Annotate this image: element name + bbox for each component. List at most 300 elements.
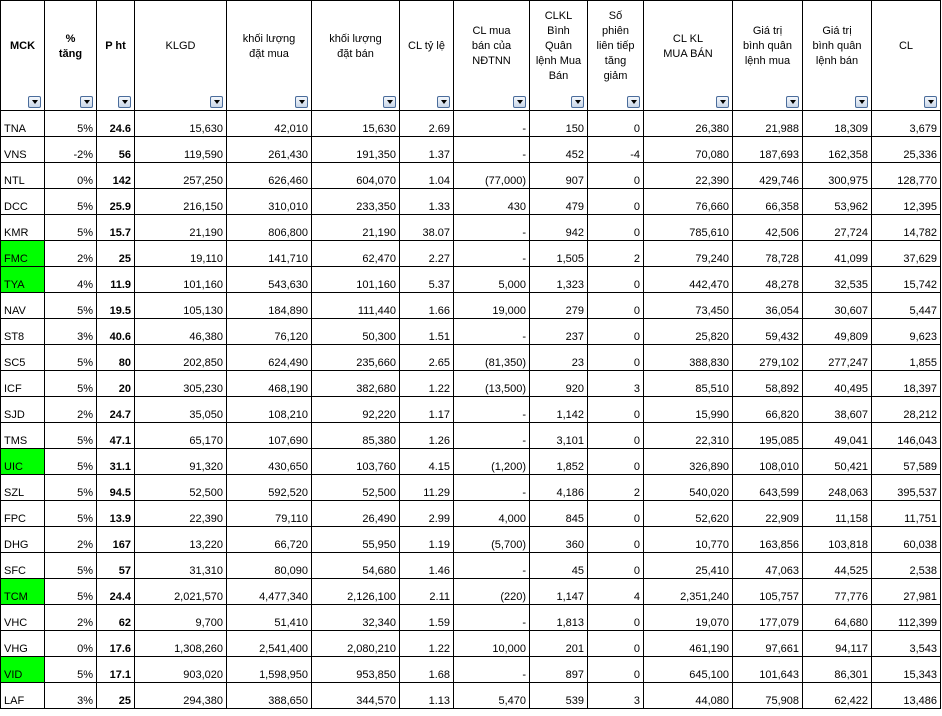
cell-cl-mua-ban-ndtnn: (1,200) [454,449,530,475]
cell-clkl-binh-quan: 150 [530,111,588,137]
header-row [1,1,941,111]
cell-pct-tang: 3% [45,319,97,345]
cell-gt-bq-lenh-mua: 48,278 [733,267,803,293]
cell-p-ht: 13.9 [97,501,135,527]
cell-p-ht: 24.4 [97,579,135,605]
filter-dropdown-icon[interactable] [786,96,799,108]
cell-gt-bq-lenh-mua: 22,909 [733,501,803,527]
cell-kl-dat-mua: 4,477,340 [227,579,312,605]
cell-mck: VNS [1,137,45,163]
cell-so-phien: 0 [588,501,644,527]
column-header-clkl-binh-quan [530,1,588,111]
cell-clkl-binh-quan: 539 [530,683,588,709]
cell-clkl-binh-quan: 1,323 [530,267,588,293]
filter-dropdown-icon[interactable] [571,96,584,108]
cell-mck: TNA [1,111,45,137]
cell-gt-bq-lenh-ban: 248,063 [803,475,872,501]
cell-p-ht: 40.6 [97,319,135,345]
cell-cl: 12,395 [872,189,941,215]
table-row [1,475,941,501]
cell-so-phien: 0 [588,527,644,553]
cell-cl: 27,981 [872,579,941,605]
cell-cl: 14,782 [872,215,941,241]
cell-klgd: 22,390 [135,501,227,527]
cell-cl: 112,399 [872,605,941,631]
column-header-gt-bq-lenh-ban [803,1,872,111]
cell-clkl-binh-quan: 237 [530,319,588,345]
filter-dropdown-icon[interactable] [295,96,308,108]
filter-dropdown-icon[interactable] [383,96,396,108]
cell-cl-mua-ban-ndtnn: (13,500) [454,371,530,397]
column-header-label: % tăng [58,32,83,60]
cell-cl-kl-mua-ban: 25,410 [644,553,733,579]
cell-kl-dat-mua: 261,430 [227,137,312,163]
cell-p-ht: 24.6 [97,111,135,137]
cell-clkl-binh-quan: 279 [530,293,588,319]
cell-gt-bq-lenh-mua: 177,079 [733,605,803,631]
cell-p-ht: 142 [97,163,135,189]
column-header-cl-ty-le [400,1,454,111]
filter-dropdown-icon[interactable] [210,96,223,108]
filter-dropdown-icon[interactable] [716,96,729,108]
cell-clkl-binh-quan: 920 [530,371,588,397]
cell-pct-tang: 5% [45,657,97,683]
cell-p-ht: 17.1 [97,657,135,683]
cell-p-ht: 25.9 [97,189,135,215]
cell-cl-kl-mua-ban: 19,070 [644,605,733,631]
cell-so-phien: 4 [588,579,644,605]
column-header-cl-kl-mua-ban [644,1,733,111]
cell-klgd: 257,250 [135,163,227,189]
cell-klgd: 91,320 [135,449,227,475]
column-header-p-ht [97,1,135,111]
cell-clkl-binh-quan: 45 [530,553,588,579]
cell-cl: 15,343 [872,657,941,683]
cell-cl: 2,538 [872,553,941,579]
cell-mck: FMC [1,241,45,267]
cell-kl-dat-ban: 235,660 [312,345,400,371]
column-header-gt-bq-lenh-mua [733,1,803,111]
cell-mck: NTL [1,163,45,189]
cell-kl-dat-ban: 32,340 [312,605,400,631]
cell-cl-kl-mua-ban: 785,610 [644,215,733,241]
cell-cl-kl-mua-ban: 26,380 [644,111,733,137]
cell-clkl-binh-quan: 1,505 [530,241,588,267]
cell-cl-mua-ban-ndtnn: - [454,319,530,345]
cell-pct-tang: 4% [45,267,97,293]
cell-klgd: 1,308,260 [135,631,227,657]
cell-cl-ty-le: 1.22 [400,631,454,657]
cell-pct-tang: 5% [45,293,97,319]
cell-pct-tang: 5% [45,345,97,371]
cell-gt-bq-lenh-ban: 44,525 [803,553,872,579]
cell-cl-kl-mua-ban: 22,390 [644,163,733,189]
cell-clkl-binh-quan: 452 [530,137,588,163]
filter-dropdown-icon[interactable] [627,96,640,108]
cell-gt-bq-lenh-mua: 108,010 [733,449,803,475]
cell-klgd: 9,700 [135,605,227,631]
cell-kl-dat-ban: 2,126,100 [312,579,400,605]
table-row [1,111,941,137]
cell-pct-tang: 2% [45,397,97,423]
table-row [1,553,941,579]
cell-klgd: 35,050 [135,397,227,423]
cell-kl-dat-mua: 1,598,950 [227,657,312,683]
cell-klgd: 903,020 [135,657,227,683]
cell-cl-kl-mua-ban: 442,470 [644,267,733,293]
cell-cl-kl-mua-ban: 10,770 [644,527,733,553]
cell-cl-ty-le: 11.29 [400,475,454,501]
filter-dropdown-icon[interactable] [118,96,131,108]
cell-pct-tang: 0% [45,163,97,189]
cell-cl: 57,589 [872,449,941,475]
cell-kl-dat-mua: 184,890 [227,293,312,319]
cell-mck: TMS [1,423,45,449]
column-header-label: khối lượng đặt mua [242,32,296,60]
cell-kl-dat-mua: 806,800 [227,215,312,241]
cell-gt-bq-lenh-ban: 49,041 [803,423,872,449]
cell-cl-kl-mua-ban: 326,890 [644,449,733,475]
cell-kl-dat-mua: 51,410 [227,605,312,631]
cell-clkl-binh-quan: 897 [530,657,588,683]
cell-cl-mua-ban-ndtnn: 5,000 [454,267,530,293]
cell-mck: FPC [1,501,45,527]
column-header-label: khối lượng đặt bán [329,32,382,60]
cell-cl-kl-mua-ban: 15,990 [644,397,733,423]
cell-cl-kl-mua-ban: 461,190 [644,631,733,657]
cell-gt-bq-lenh-ban: 11,158 [803,501,872,527]
table-row [1,241,941,267]
column-header-cl [872,1,941,111]
cell-gt-bq-lenh-ban: 49,809 [803,319,872,345]
cell-kl-dat-ban: 50,300 [312,319,400,345]
cell-kl-dat-ban: 233,350 [312,189,400,215]
cell-p-ht: 47.1 [97,423,135,449]
cell-mck: LAF [1,683,45,709]
column-header-label: CL tỷ lệ [408,40,445,52]
cell-cl-mua-ban-ndtnn: - [454,475,530,501]
cell-gt-bq-lenh-mua: 78,728 [733,241,803,267]
cell-so-phien: 0 [588,163,644,189]
cell-cl-ty-le: 2.65 [400,345,454,371]
cell-so-phien: 0 [588,215,644,241]
cell-cl-ty-le: 4.15 [400,449,454,475]
cell-p-ht: 94.5 [97,475,135,501]
cell-cl-kl-mua-ban: 22,310 [644,423,733,449]
cell-so-phien: 0 [588,345,644,371]
cell-so-phien: 0 [588,189,644,215]
cell-p-ht: 80 [97,345,135,371]
cell-kl-dat-mua: 624,490 [227,345,312,371]
cell-cl: 11,751 [872,501,941,527]
cell-cl: 9,623 [872,319,941,345]
column-header-klgd [135,1,227,111]
cell-cl-ty-le: 2.99 [400,501,454,527]
cell-clkl-binh-quan: 1,852 [530,449,588,475]
cell-gt-bq-lenh-ban: 94,117 [803,631,872,657]
cell-gt-bq-lenh-mua: 187,693 [733,137,803,163]
cell-kl-dat-ban: 92,220 [312,397,400,423]
cell-mck: SJD [1,397,45,423]
cell-kl-dat-ban: 2,080,210 [312,631,400,657]
filter-dropdown-icon[interactable] [437,96,450,108]
cell-kl-dat-ban: 103,760 [312,449,400,475]
cell-gt-bq-lenh-ban: 32,535 [803,267,872,293]
cell-so-phien: 0 [588,657,644,683]
cell-cl-kl-mua-ban: 645,100 [644,657,733,683]
cell-p-ht: 17.6 [97,631,135,657]
cell-gt-bq-lenh-ban: 86,301 [803,657,872,683]
cell-klgd: 101,160 [135,267,227,293]
cell-cl: 13,486 [872,683,941,709]
column-header-so-phien [588,1,644,111]
cell-so-phien: 0 [588,449,644,475]
cell-p-ht: 56 [97,137,135,163]
cell-gt-bq-lenh-mua: 21,988 [733,111,803,137]
cell-kl-dat-mua: 66,720 [227,527,312,553]
cell-so-phien: -4 [588,137,644,163]
cell-gt-bq-lenh-ban: 53,962 [803,189,872,215]
filter-dropdown-icon[interactable] [924,96,937,108]
cell-gt-bq-lenh-ban: 62,422 [803,683,872,709]
cell-so-phien: 0 [588,631,644,657]
cell-pct-tang: 5% [45,215,97,241]
cell-klgd: 15,630 [135,111,227,137]
table-row [1,501,941,527]
cell-mck: VID [1,657,45,683]
cell-clkl-binh-quan: 3,101 [530,423,588,449]
cell-so-phien: 0 [588,423,644,449]
filter-dropdown-icon[interactable] [80,96,93,108]
cell-cl: 25,336 [872,137,941,163]
cell-so-phien: 0 [588,267,644,293]
cell-pct-tang: -2% [45,137,97,163]
cell-so-phien: 2 [588,241,644,267]
cell-cl-ty-le: 1.22 [400,371,454,397]
cell-cl-ty-le: 1.33 [400,189,454,215]
cell-mck: TYA [1,267,45,293]
filter-dropdown-icon[interactable] [513,96,526,108]
cell-cl-mua-ban-ndtnn: - [454,137,530,163]
table-row [1,397,941,423]
cell-cl-kl-mua-ban: 25,820 [644,319,733,345]
cell-p-ht: 31.1 [97,449,135,475]
cell-cl-ty-le: 1.04 [400,163,454,189]
cell-klgd: 202,850 [135,345,227,371]
cell-kl-dat-ban: 101,160 [312,267,400,293]
cell-cl-ty-le: 1.17 [400,397,454,423]
cell-klgd: 65,170 [135,423,227,449]
cell-kl-dat-mua: 626,460 [227,163,312,189]
table-row [1,683,941,709]
cell-cl-kl-mua-ban: 79,240 [644,241,733,267]
column-header-label: CL KL MUA BÁN [663,32,713,60]
cell-clkl-binh-quan: 4,186 [530,475,588,501]
cell-p-ht: 15.7 [97,215,135,241]
cell-gt-bq-lenh-mua: 42,506 [733,215,803,241]
cell-cl-kl-mua-ban: 2,351,240 [644,579,733,605]
cell-p-ht: 11.9 [97,267,135,293]
cell-mck: DHG [1,527,45,553]
cell-klgd: 294,380 [135,683,227,709]
cell-mck: KMR [1,215,45,241]
cell-gt-bq-lenh-mua: 66,358 [733,189,803,215]
cell-cl: 60,038 [872,527,941,553]
cell-mck: UIC [1,449,45,475]
cell-kl-dat-ban: 953,850 [312,657,400,683]
cell-gt-bq-lenh-mua: 101,643 [733,657,803,683]
cell-so-phien: 0 [588,319,644,345]
column-header-cl-mua-ban-ndtnn [454,1,530,111]
cell-mck: NAV [1,293,45,319]
column-header-label: CL mua bán của NĐTNN [471,25,512,67]
cell-kl-dat-ban: 26,490 [312,501,400,527]
cell-gt-bq-lenh-mua: 36,054 [733,293,803,319]
cell-cl-ty-le: 2.11 [400,579,454,605]
cell-cl-kl-mua-ban: 52,620 [644,501,733,527]
table-row [1,215,941,241]
table-row [1,267,941,293]
cell-so-phien: 0 [588,111,644,137]
cell-gt-bq-lenh-mua: 643,599 [733,475,803,501]
column-header-kl-dat-ban [312,1,400,111]
table-row [1,527,941,553]
cell-kl-dat-mua: 80,090 [227,553,312,579]
cell-cl-mua-ban-ndtnn: 430 [454,189,530,215]
cell-klgd: 52,500 [135,475,227,501]
table-row [1,631,941,657]
table-row [1,319,941,345]
cell-pct-tang: 5% [45,553,97,579]
cell-clkl-binh-quan: 23 [530,345,588,371]
column-header-label: KLGD [165,40,196,52]
cell-cl-mua-ban-ndtnn: - [454,657,530,683]
table-row [1,579,941,605]
column-header-mck [1,1,45,111]
cell-klgd: 105,130 [135,293,227,319]
cell-mck: SZL [1,475,45,501]
cell-cl-mua-ban-ndtnn: (77,000) [454,163,530,189]
cell-p-ht: 25 [97,683,135,709]
table-row [1,657,941,683]
cell-so-phien: 0 [588,553,644,579]
cell-p-ht: 57 [97,553,135,579]
cell-cl: 15,742 [872,267,941,293]
cell-klgd: 13,220 [135,527,227,553]
cell-mck: SFC [1,553,45,579]
cell-cl-mua-ban-ndtnn: (5,700) [454,527,530,553]
cell-klgd: 19,110 [135,241,227,267]
cell-cl-mua-ban-ndtnn: - [454,605,530,631]
cell-klgd: 305,230 [135,371,227,397]
cell-gt-bq-lenh-mua: 105,757 [733,579,803,605]
cell-mck: ICF [1,371,45,397]
cell-cl: 1,855 [872,345,941,371]
column-header-label: Số phiên liên tiếp tăng giảm [596,10,635,82]
cell-klgd: 21,190 [135,215,227,241]
cell-cl: 28,212 [872,397,941,423]
cell-cl-kl-mua-ban: 540,020 [644,475,733,501]
cell-cl-mua-ban-ndtnn: - [454,215,530,241]
cell-kl-dat-mua: 310,010 [227,189,312,215]
cell-gt-bq-lenh-mua: 429,746 [733,163,803,189]
cell-klgd: 2,021,570 [135,579,227,605]
cell-cl-ty-le: 1.13 [400,683,454,709]
cell-clkl-binh-quan: 479 [530,189,588,215]
cell-kl-dat-mua: 141,710 [227,241,312,267]
cell-cl: 128,770 [872,163,941,189]
cell-mck: VHC [1,605,45,631]
column-header-pct-tang [45,1,97,111]
cell-pct-tang: 5% [45,371,97,397]
cell-gt-bq-lenh-mua: 97,661 [733,631,803,657]
cell-clkl-binh-quan: 845 [530,501,588,527]
cell-pct-tang: 2% [45,241,97,267]
cell-kl-dat-ban: 191,350 [312,137,400,163]
filter-dropdown-icon[interactable] [28,96,41,108]
cell-gt-bq-lenh-ban: 40,495 [803,371,872,397]
cell-p-ht: 19.5 [97,293,135,319]
cell-gt-bq-lenh-mua: 163,856 [733,527,803,553]
cell-cl-mua-ban-ndtnn: - [454,397,530,423]
cell-kl-dat-ban: 85,380 [312,423,400,449]
cell-so-phien: 3 [588,683,644,709]
cell-cl-ty-le: 1.68 [400,657,454,683]
cell-gt-bq-lenh-ban: 103,818 [803,527,872,553]
cell-cl: 395,537 [872,475,941,501]
cell-kl-dat-ban: 52,500 [312,475,400,501]
cell-cl-mua-ban-ndtnn: - [454,553,530,579]
cell-klgd: 31,310 [135,553,227,579]
cell-cl-ty-le: 1.51 [400,319,454,345]
cell-pct-tang: 2% [45,527,97,553]
cell-kl-dat-ban: 604,070 [312,163,400,189]
cell-cl-kl-mua-ban: 76,660 [644,189,733,215]
cell-pct-tang: 2% [45,605,97,631]
cell-gt-bq-lenh-ban: 77,776 [803,579,872,605]
column-header-label: Giá trị bình quân lệnh mua [743,25,792,67]
cell-cl-ty-le: 1.46 [400,553,454,579]
cell-pct-tang: 5% [45,579,97,605]
cell-cl-ty-le: 1.59 [400,605,454,631]
table-row [1,449,941,475]
cell-mck: ST8 [1,319,45,345]
cell-cl-mua-ban-ndtnn: 4,000 [454,501,530,527]
cell-mck: TCM [1,579,45,605]
filter-dropdown-icon[interactable] [855,96,868,108]
cell-gt-bq-lenh-mua: 59,432 [733,319,803,345]
cell-pct-tang: 5% [45,189,97,215]
cell-so-phien: 0 [588,397,644,423]
cell-kl-dat-mua: 107,690 [227,423,312,449]
cell-cl-ty-le: 5.37 [400,267,454,293]
cell-gt-bq-lenh-ban: 64,680 [803,605,872,631]
cell-cl-ty-le: 1.19 [400,527,454,553]
cell-gt-bq-lenh-ban: 41,099 [803,241,872,267]
cell-cl-ty-le: 2.69 [400,111,454,137]
cell-kl-dat-ban: 62,470 [312,241,400,267]
cell-so-phien: 0 [588,293,644,319]
cell-kl-dat-mua: 79,110 [227,501,312,527]
cell-p-ht: 167 [97,527,135,553]
cell-cl-mua-ban-ndtnn: - [454,423,530,449]
cell-cl-ty-le: 1.37 [400,137,454,163]
cell-cl-mua-ban-ndtnn: 5,470 [454,683,530,709]
cell-clkl-binh-quan: 201 [530,631,588,657]
cell-clkl-binh-quan: 1,147 [530,579,588,605]
cell-cl-mua-ban-ndtnn: - [454,111,530,137]
cell-mck: VHG [1,631,45,657]
